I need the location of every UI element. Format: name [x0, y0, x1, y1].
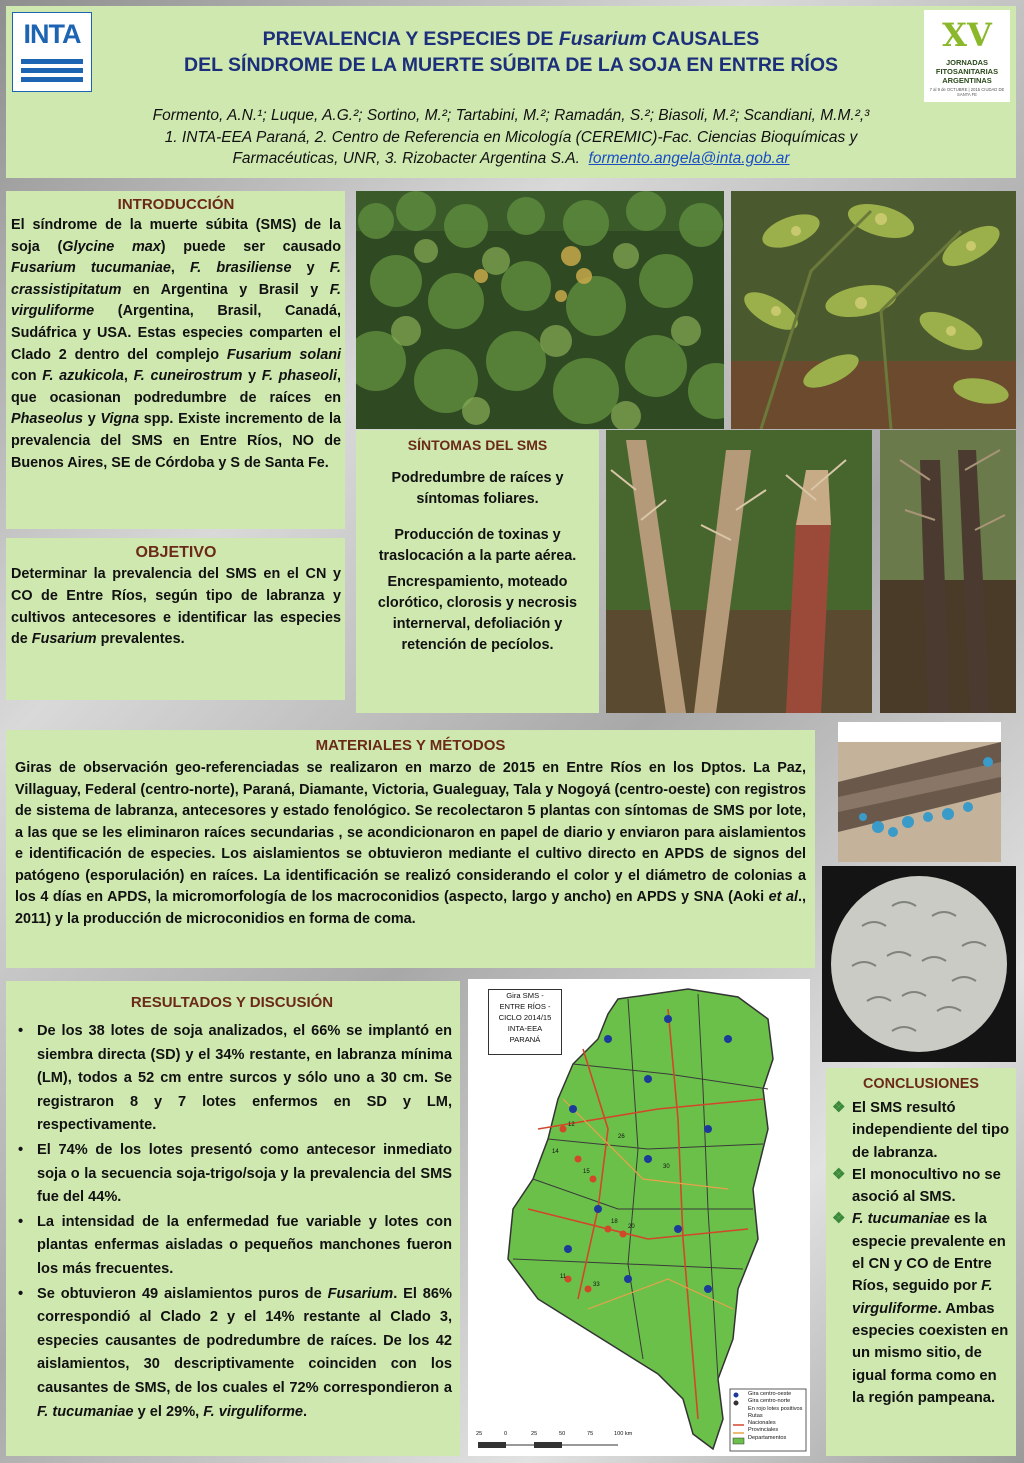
resultados-list [12, 1020, 452, 1424]
conclusiones-panel [826, 1068, 1016, 1456]
roots-photo-1 [606, 430, 872, 713]
list-item: ❖ El monocultivo no se asoció al SMS. [832, 1164, 1010, 1209]
introduccion-panel [6, 191, 345, 529]
inta-logo-text: INTA [23, 19, 81, 49]
roots-photo-2 [880, 430, 1016, 713]
list-item: ❖ F. tucumaniae es la especie prevalente en el CN y CO de Entre Ríos, seguido por F. virguliforme. Ambas especies coexisten en un mismo sitio, de igual forma como en la región pampeana. [832, 1208, 1010, 1409]
metodos-heading: MATERIALES Y MÉTODOS [315, 737, 506, 754]
header-panel [6, 6, 1016, 178]
poster-title: PREVALENCIA Y ESPECIES DE Fusarium CAUSALES DEL SÍNDROME DE LA MUERTE SÚBITA DE LA SOJA EN ENTRE RÍOS [183, 28, 839, 76]
list-item: • El 74% de los lotes presentó como antecesor inmediato soja o la secuencia soja-trigo/soja y la prevalencia del SMS fue del 44%. [12, 1139, 452, 1210]
sintomas-toxins-text: Producción de toxinas y traslocación a la parte aérea. [378, 527, 577, 564]
sintomas-roots-text: Podredumbre de raíces y síntomas foliares. [391, 470, 564, 507]
jornadas-logo-text: JORNADAS FITOSANITARIAS ARGENTINAS [935, 58, 999, 85]
objetivo-panel [6, 538, 345, 700]
jornadas-logo-mark: XV [942, 16, 992, 54]
sintomas-foliar-text: Encrespamiento, moteado clorótico, clorosis y necrosis internerval, defoliación y retención de pecíolos. [377, 574, 578, 653]
sintomas-heading: SÍNTOMAS DEL SMS [407, 437, 548, 453]
objetivo-text: Determinar la prevalencia del SMS en el CN y CO de Entre Ríos, según tipo de labranza y cultivos antecesores e identificar las especies de Fusarium prevalentes. [11, 566, 341, 648]
foliar-symptoms-photo [731, 191, 1016, 429]
list-item: • La intensidad de la enfermedad fue variable y lotes con plantas enfermas aisladas o pequeños manchones fueron los más frecuentes. [12, 1211, 452, 1282]
sintomas-panel [356, 430, 599, 713]
affiliations: 1. INTA-EEA Paraná, 2. Centro de Referencia en Micología (CEREMIC)-Fac. Ciencias Bioquímicas y Farmacéuticas, UNR, 3. Rizobacter Argentina S.A. formento.angela@inta.gob.ar [164, 129, 858, 167]
inta-logo [12, 12, 92, 92]
map-legend: Gira centro-oeste Gira centro-norte En rojo lotes positivos Rutas Nacionales Provinciales Departamentos [748, 1391, 803, 1441]
map-title-box: Gira SMS - ENTRE RÍOS - CICLO 2014/15 INTA-EEA PARANÁ [488, 989, 562, 1055]
objetivo-heading: OBJETIVO [135, 544, 217, 561]
metodos-text: Giras de observación geo-referenciadas se realizaron en marzo de 2015 en Entre Ríos en los Dptos. La Paz, Villaguay, Federal (centro-norte), Paraná, Diamante, Victoria, Gualeguay, Tala y Nogoyá (centro-oeste) con registros de sistema de labranza, antecesores y estado fenológico. Se recolectaron 5 plantas con síntomas de SMS por lote, a las que se les eliminaron raíces secundarias , se acondicionaron en papel de diario y enviaron para aislamientos e identificación de especies. Los aislamientos se obtuvieron mediante el cultivo directo en APDS de signos del patógeno (esporulación) en raíces. La identificación se realizó considerando el color y el diámetro de colonias a los 4 días en APDS, la micromorfología de los macroconidios (aspecto, largo y ancho) en APDS y SNA (Aoki et al., 2011) y la producción de microconidios en forma de coma. [15, 760, 807, 927]
list-item: • De los 38 lotes de soja analizados, el 66% se implantó en siembra directa (SD) y el 34% restante, en labranza mínima (LM), todos a 52 cm entre surcos y sólo uno a 30 cm. Se registraron 8 y 7 lotes enfermos en SD y LM, respectivamente. [12, 1020, 452, 1138]
introduccion-text: El síndrome de la muerte súbita (SMS) de la soja (Glycine max) puede ser causado Fusarium tucumaniae, F. brasiliense y F. crassistipitatum en Argentina y Brasil y F. virguliforme (Argentina, Brasil, Canadá, Sudáfrica y USA. Estas especies comparten el Clado 2 dentro del complejo Fusarium solani con F. azukicola, F. cuneirostrum y F. phaseoli, que ocasionan podredumbre de raíces en Phaseolus y Vigna spp. Existe incremento de la prevalencia del SMS en Entre Ríos, NO de Buenos Aires, SE de Córdoba y S de Santa Fe. [11, 217, 342, 471]
entre-rios-map: Gira SMS - ENTRE RÍOS - CICLO 2014/15 INTA-EEA PARANÁ Gira centro-oeste Gira centro-norte En rojo lotes positivos Rutas Nacionales Provinciales Departamentos 25 0 25 50 75 100 km 12 14 15 18 20 11 33 26 30 [468, 979, 810, 1456]
jornadas-logo [924, 10, 1010, 102]
soybean-field-photo [356, 191, 724, 429]
metodos-panel [6, 730, 815, 968]
resultados-panel [6, 981, 460, 1456]
conclusiones-list [832, 1097, 1010, 1409]
list-item: ❖ El SMS resultó independiente del tipo de labranza. [832, 1097, 1010, 1164]
introduccion-heading: INTRODUCCIÓN [117, 196, 235, 213]
culture-root-photo [838, 722, 1001, 862]
conclusiones-heading: CONCLUSIONES [863, 1076, 979, 1092]
resultados-heading: RESULTADOS Y DISCUSIÓN [130, 994, 334, 1011]
authors-line: Formento, A.N.¹; Luque, A.G.²; Sortino, M.²; Tartabini, M.²; Ramadán, S.²; Biasoli, M.²; Scandiani, M.M.²,³ [152, 107, 870, 124]
email-link[interactable]: formento.angela@inta.gob.ar [588, 150, 790, 167]
jornadas-logo-sub: 7 al 9 de OCTUBRE | 2015 CIUDAD DE SANTA FE [929, 87, 1005, 97]
list-item: • Se obtuvieron 49 aislamientos puros de Fusarium. El 86% correspondió al Clado 2 y el 14% restante al Clado 3, especies causantes de podredumbre de raíces. De los 42 aislamientos, 30 descriptivamente coinciden con los causantes de SMS, de los cuales el 72% correspondieron a F. tucumaniae y el 29%, F. virguliforme. [12, 1283, 452, 1425]
microscope-conidia-photo [822, 866, 1016, 1062]
